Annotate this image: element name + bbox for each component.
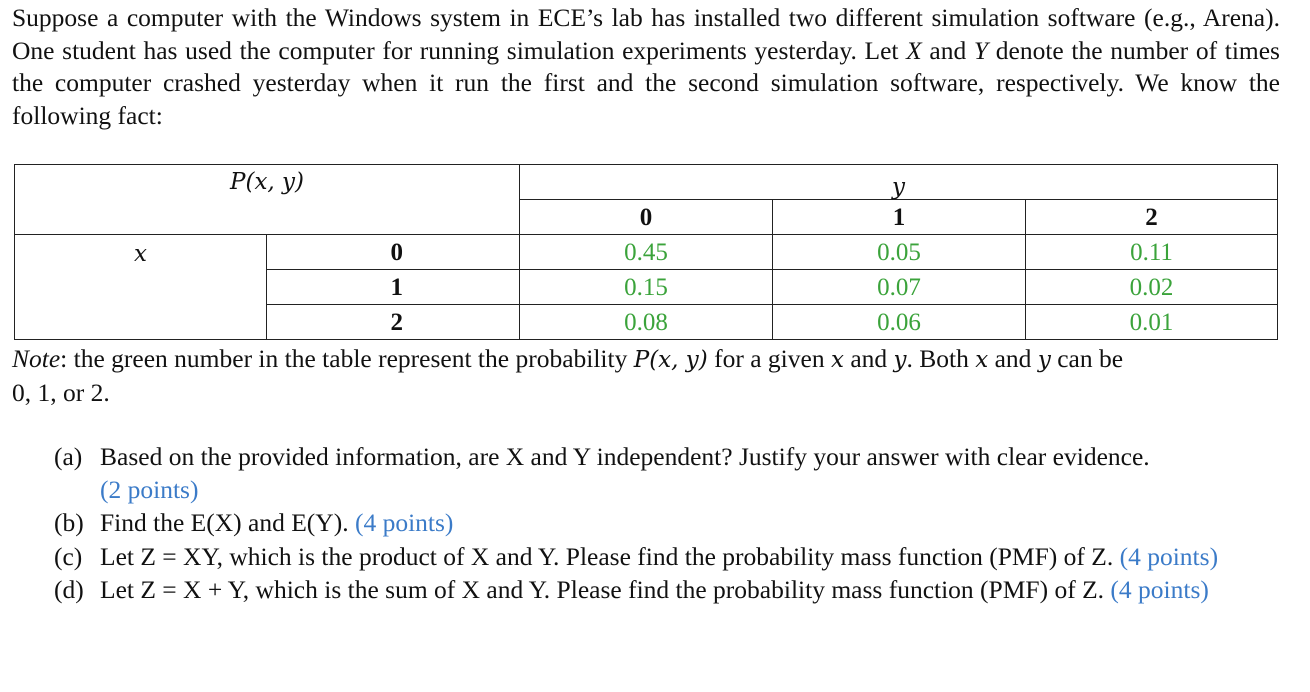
note-paragraph (12, 343, 1280, 409)
note-text: for a given (707, 344, 831, 373)
prob-cell: 0.05 (773, 235, 1026, 270)
question-label: (d) (54, 575, 84, 604)
prob-cell: 0.01 (1026, 305, 1278, 340)
question-a (54, 441, 1282, 506)
prob-cell: 0.15 (520, 270, 773, 305)
x-value-2: 2 (267, 305, 520, 340)
note-var-x: x (975, 347, 989, 373)
question-text: Based on the provided information, are X and Y independent? Justify your answer with clear evidence. (100, 442, 1150, 471)
question-list (54, 441, 1282, 608)
points-label: (4 points) (1119, 541, 1219, 571)
question-d (54, 574, 1282, 607)
note-text: and (843, 344, 894, 373)
table-header-y: y (520, 165, 1278, 200)
prob-cell: 0.02 (1026, 270, 1278, 305)
question-text: Let Z = X + Y, which is the sum of X and Y. Please find the probability mass function (PMF) of Z. (100, 575, 1105, 604)
question-label: (b) (54, 508, 84, 537)
table-header-pxy: P(x, y) (15, 165, 520, 235)
intro-paragraph (12, 2, 1280, 132)
question-text: Let Z = XY, which is the product of X and Y. Please find the probability mass function (PMF) of Z. (100, 541, 1114, 571)
note-text: . Both (906, 344, 976, 373)
note-text: : the green number in the table represent the probability (60, 344, 634, 373)
note-pxy: P(x, y) (633, 347, 708, 373)
prob-cell: 0.06 (773, 305, 1026, 340)
y-value-0: 0 (520, 200, 773, 235)
points-label: (2 points) (100, 474, 199, 504)
intro-text-1: Suppose a computer with the Windows system in ECE’s lab has installed two different simulation software (e.g., Arena). One student has used the computer for running simulation experiments yesterday. Let (12, 3, 1280, 65)
prob-cell: 0.11 (1026, 235, 1278, 270)
prob-cell: 0.45 (520, 235, 773, 270)
x-value-1: 1 (267, 270, 520, 305)
intro-and: and (921, 35, 974, 65)
note-line2: 0, 1, or 2. (12, 377, 110, 407)
var-y: Y (973, 35, 989, 65)
note-var-y: y (1037, 347, 1051, 373)
joint-probability-table (14, 164, 1278, 340)
note-text: can be (1050, 344, 1124, 373)
table-header-x: x (15, 235, 267, 340)
prob-cell: 0.07 (773, 270, 1026, 305)
intro-text-2: denote the number of times the computer crashed yesterday when it run the first and the second simulation software, respectively. We know the following fact: (12, 35, 1280, 130)
question-label: (a) (54, 442, 83, 471)
question-text: Find the E(X) and E(Y). (100, 508, 349, 537)
note-var-y: y (893, 347, 907, 373)
var-x: X (906, 35, 922, 65)
note-var-x: x (830, 347, 844, 373)
prob-cell: 0.08 (520, 305, 773, 340)
note-label: Note (12, 344, 61, 373)
y-value-2: 2 (1026, 200, 1278, 235)
points-label: (4 points) (354, 508, 454, 537)
points-label: (4 points) (1110, 575, 1209, 604)
x-value-0: 0 (267, 235, 520, 270)
question-label: (c) (54, 541, 83, 571)
question-b (54, 507, 1282, 540)
y-value-1: 1 (773, 200, 1026, 235)
note-text: and (988, 344, 1038, 373)
question-c (54, 541, 1282, 574)
